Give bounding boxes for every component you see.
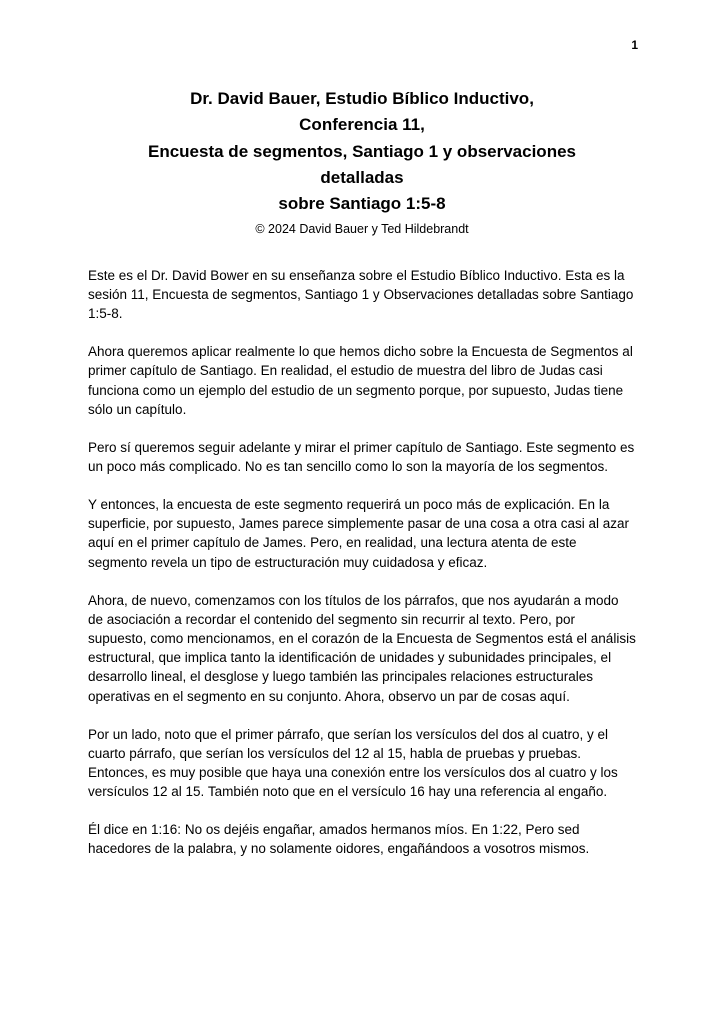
paragraph: Por un lado, noto que el primer párrafo, que serían los versículos del dos al cuatro, y el cuarto párrafo, que serían los versículos del 12 al 15, habla de pruebas y pruebas. Entonces, es muy posible que haya una conexión entre los versículos dos al cuatro y los versículos 12 al 15. También noto que en el versículo 16 hay una referencia al engaño. (88, 726, 618, 800)
title-line: detalladas (320, 168, 404, 188)
paragraph: Pero sí queremos seguir adelante y mirar el primer capítulo de Santiago. Este segmento es un poco más complicado. No es tan sencillo como lo son la mayoría de los segmentos. (88, 439, 635, 474)
title-line: Dr. David Bauer, Estudio Bíblico Inductivo, (190, 89, 534, 108)
paragraph: Ahora queremos aplicar realmente lo que hemos dicho sobre la Encuesta de Segmentos al primer capítulo de Santiago. En realidad, el estudio de muestra del libro de Judas casi funciona como un ejemplo del estudio de un segmento porque, por supuesto, Judas tiene sólo un capítulo. (88, 344, 633, 417)
copyright-line: © 2024 David Bauer y Ted Hildebrandt (255, 221, 469, 236)
paragraph: Ahora, de nuevo, comenzamos con los títulos de los párrafos, que nos ayudarán a modo de asociación a recordar el contenido del segmento sin recurrir al texto. Pero, por supuesto, como mencionamos, en el corazón de la Encuesta de Segmentos está el análisis estructural, que implica tanto la identificación de unidades y subunidades principales, el desarrollo lineal, el desglose y luego también las principales relaciones estructurales operativas en el segmento en su conjunto. Ahora, observo un par de cosas aquí. (88, 592, 636, 704)
paragraph: Y entonces, la encuesta de este segmento requerirá un poco más de explicación. En la superficie, por supuesto, James parece simplemente pasar de una cosa a otra casi al azar aquí en el primer capítulo de James. Pero, en realidad, una lectura atenta de este segmento revela un tipo de estructuración muy cuidadosa y eficaz. (88, 497, 630, 570)
paragraph: Este es el Dr. David Bower en su enseñanza sobre el Estudio Bíblico Inductivo. Esta es la sesión 11, Encuesta de segmentos, Santiago 1 y Observaciones detalladas sobre Santiago 1:5-8. (88, 267, 634, 322)
title-line: Encuesta de segmentos, Santiago 1 y observaciones (148, 141, 576, 161)
page-number: 1 (631, 38, 638, 52)
document-title (88, 86, 636, 218)
title-line: sobre Santiago 1:5-8 (278, 194, 446, 214)
paragraph: Él dice en 1:16: No os dejéis engañar, amados hermanos míos. En 1:22, Pero sed hacedores de la palabra, y no solamente oidores, engañándoos a vosotros mismos. (88, 822, 590, 857)
title-line: Conferencia 11, (299, 115, 425, 135)
document-body (88, 266, 636, 859)
